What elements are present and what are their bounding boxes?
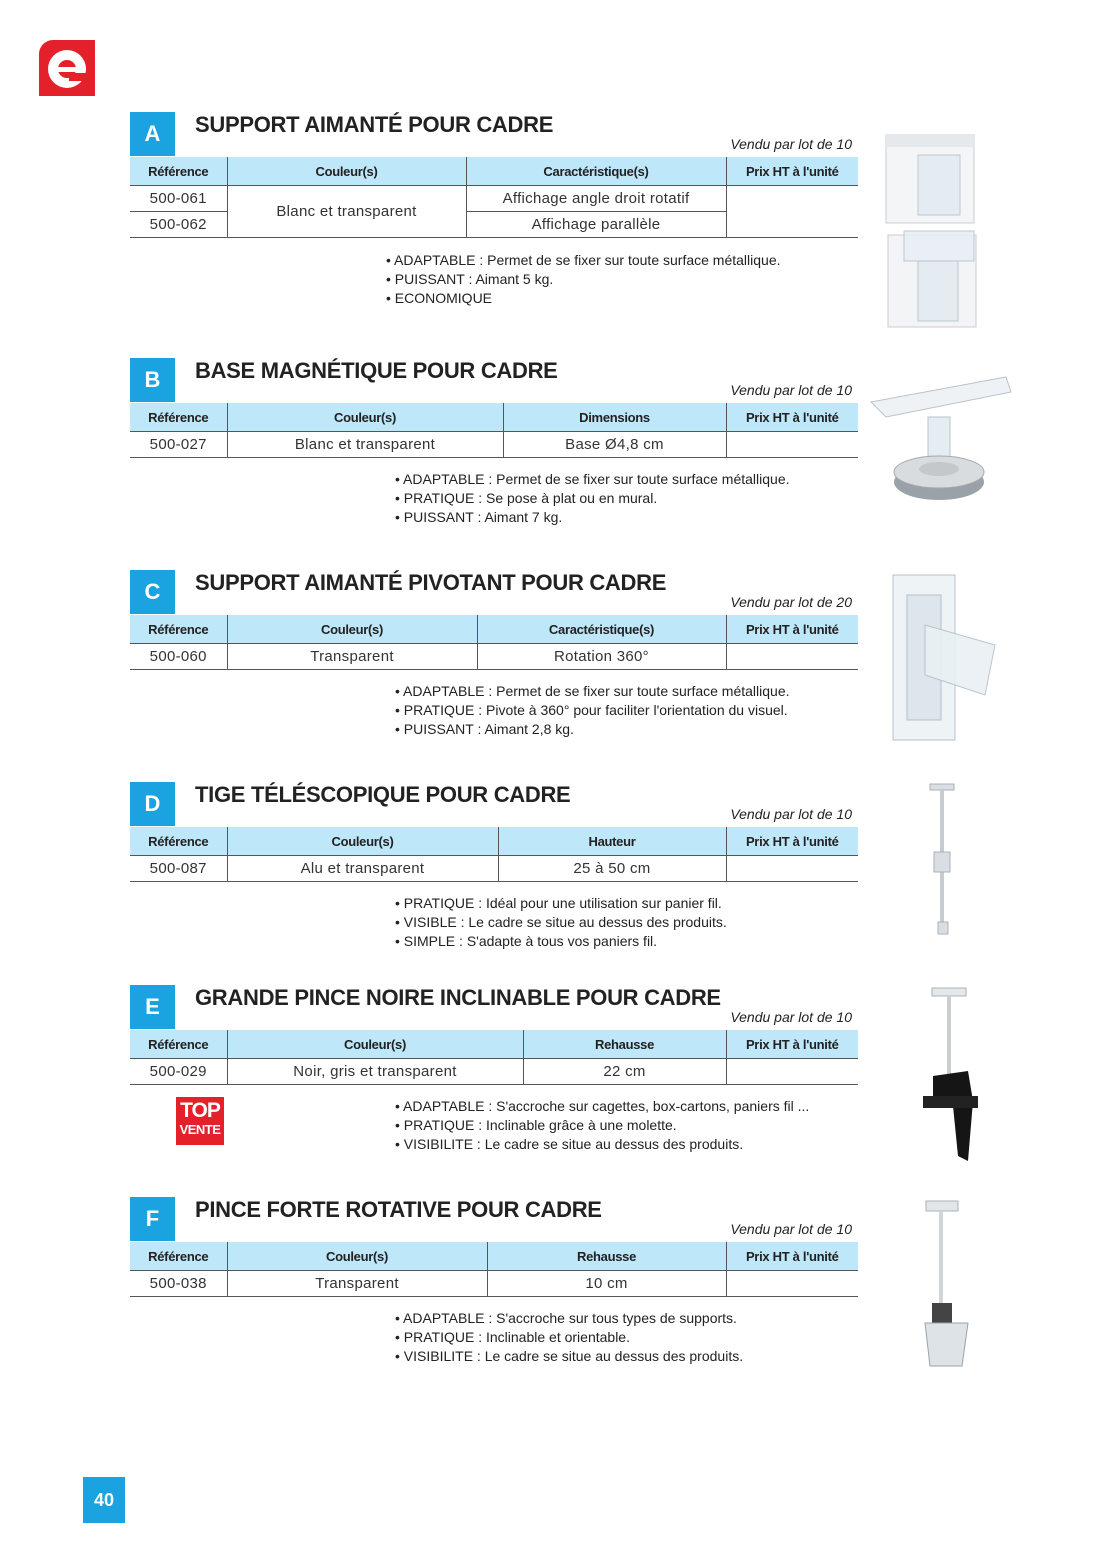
cell-prix [726,644,858,670]
feature-list [395,1309,743,1366]
badge-line2: VENTE [179,1122,221,1137]
page-number: 40 [83,1477,125,1523]
section-letter: C [130,570,175,614]
feature-item: • ADAPTABLE : Permet de se fixer sur toute surface métallique. [395,682,790,701]
table-row [130,856,858,882]
cell-couleur: Transparent [227,644,477,670]
product-table [130,157,858,238]
feature-item: • ADAPTABLE : Permet de se fixer sur toute surface métallique. [386,251,781,270]
badge-line1: TOP [180,1099,220,1122]
header-reference: Référence [130,1030,227,1059]
cell-prix [726,1271,858,1297]
table-row [130,644,858,670]
header-couleur: Couleur(s) [227,1030,523,1059]
header-prix: Prix HT à l'unité [726,615,858,644]
section-title: BASE MAGNÉTIQUE POUR CADRE [195,358,558,383]
feature-list [395,682,790,739]
feature-item: • ADAPTABLE : Permet de se fixer sur toute surface métallique. [395,470,790,489]
cell-ref: 500-061 [130,186,227,212]
section-letter: B [130,358,175,402]
table-row [130,186,858,212]
feature-item: • PRATIQUE : Pivote à 360° pour faciliter l'orientation du visuel. [395,701,790,720]
section-title: SUPPORT AIMANTÉ PIVOTANT POUR CADRE [195,570,667,595]
cell-col3: 25 à 50 cm [498,856,726,882]
cell-couleur: Blanc et transparent [227,432,503,458]
lot-info: Vendu par lot de 10 [730,806,852,822]
product-image-e [918,986,988,1166]
header-col3: Caractéristique(s) [477,615,726,644]
product-image-d [920,782,970,937]
brand-logo [39,40,95,96]
product-image-b [866,372,1016,517]
feature-item: • PUISSANT : Aimant 5 kg. [386,270,781,289]
cell-col3: Base Ø4,8 cm [503,432,726,458]
header-prix: Prix HT à l'unité [726,827,858,856]
cell-ref: 500-027 [130,432,227,458]
header-prix: Prix HT à l'unité [726,1030,858,1059]
feature-item: • VISIBLE : Le cadre se situe au dessus des produits. [395,913,727,932]
cell-ref: 500-062 [130,212,227,238]
cell-col3: Affichage parallèle [466,212,726,238]
cell-col3: 22 cm [523,1059,726,1085]
product-table [130,615,858,670]
cell-ref: 500-060 [130,644,227,670]
header-reference: Référence [130,1242,227,1271]
feature-list [395,470,790,527]
feature-item: • ADAPTABLE : S'accroche sur tous types de supports. [395,1309,743,1328]
feature-item: • ECONOMIQUE [386,289,781,308]
cell-couleur: Noir, gris et transparent [227,1059,523,1085]
feature-list [395,894,727,951]
header-col3: Hauteur [498,827,726,856]
product-table [130,827,858,882]
header-couleur: Couleur(s) [227,615,477,644]
feature-item: • VISIBILITE : Le cadre se situe au dessus des produits. [395,1135,809,1154]
feature-item: • PRATIQUE : Inclinable et orientable. [395,1328,743,1347]
section-letter: D [130,782,175,826]
header-prix: Prix HT à l'unité [726,157,858,186]
feature-item: • PUISSANT : Aimant 2,8 kg. [395,720,790,739]
header-prix: Prix HT à l'unité [726,1242,858,1271]
lot-info: Vendu par lot de 10 [730,1221,852,1237]
feature-item: • PRATIQUE : Inclinable grâce à une molette. [395,1116,809,1135]
table-row [130,1059,858,1085]
header-col3: Rehausse [523,1030,726,1059]
lot-info: Vendu par lot de 10 [730,136,852,152]
product-table [130,1030,858,1085]
table-row [130,1271,858,1297]
lot-info: Vendu par lot de 10 [730,1009,852,1025]
cell-couleur: Alu et transparent [227,856,498,882]
section-letter: A [130,112,175,156]
cell-prix [726,1059,858,1085]
header-couleur: Couleur(s) [227,403,503,432]
cell-ref: 500-087 [130,856,227,882]
header-col3: Caractéristique(s) [466,157,726,186]
product-table [130,403,858,458]
header-couleur: Couleur(s) [227,827,498,856]
cell-col3: Affichage angle droit rotatif [466,186,726,212]
table-row [130,432,858,458]
section-letter: E [130,985,175,1029]
feature-list [395,1097,809,1154]
header-couleur: Couleur(s) [227,157,466,186]
section-title: TIGE TÉLÉSCOPIQUE POUR CADRE [195,782,571,807]
header-couleur: Couleur(s) [227,1242,487,1271]
section-title: PINCE FORTE ROTATIVE POUR CADRE [195,1197,602,1222]
cell-col3: 10 cm [487,1271,726,1297]
section-title: GRANDE PINCE NOIRE INCLINABLE POUR CADRE [195,985,721,1010]
feature-item: • PRATIQUE : Idéal pour une utilisation sur panier fil. [395,894,727,913]
cell-ref: 500-038 [130,1271,227,1297]
feature-item: • SIMPLE : S'adapte à tous vos paniers fil. [395,932,727,951]
header-reference: Référence [130,827,227,856]
header-col3: Rehausse [487,1242,726,1271]
feature-item: • PUISSANT : Aimant 7 kg. [395,508,790,527]
lot-info: Vendu par lot de 10 [730,382,852,398]
feature-item: • ADAPTABLE : S'accroche sur cagettes, box-cartons, paniers fil ... [395,1097,809,1116]
cell-couleur: Blanc et transparent [227,186,466,238]
feature-item: • VISIBILITE : Le cadre se situe au dessus des produits. [395,1347,743,1366]
header-reference: Référence [130,157,227,186]
header-prix: Prix HT à l'unité [726,403,858,432]
product-table [130,1242,858,1297]
cell-prix [726,856,858,882]
cell-ref: 500-029 [130,1059,227,1085]
top-vente-badge [176,1097,224,1145]
section-title: SUPPORT AIMANTÉ POUR CADRE [195,112,554,137]
header-reference: Référence [130,615,227,644]
cell-prix [726,186,858,238]
product-image-a [878,125,988,335]
feature-list [386,251,781,308]
cell-prix [726,432,858,458]
product-image-f [920,1198,975,1373]
section-letter: F [130,1197,175,1241]
header-col3: Dimensions [503,403,726,432]
feature-item: • PRATIQUE : Se pose à plat ou en mural. [395,489,790,508]
cell-col3: Rotation 360° [477,644,726,670]
cell-couleur: Transparent [227,1271,487,1297]
lot-info: Vendu par lot de 20 [730,594,852,610]
product-image-c [885,570,1005,745]
header-reference: Référence [130,403,227,432]
